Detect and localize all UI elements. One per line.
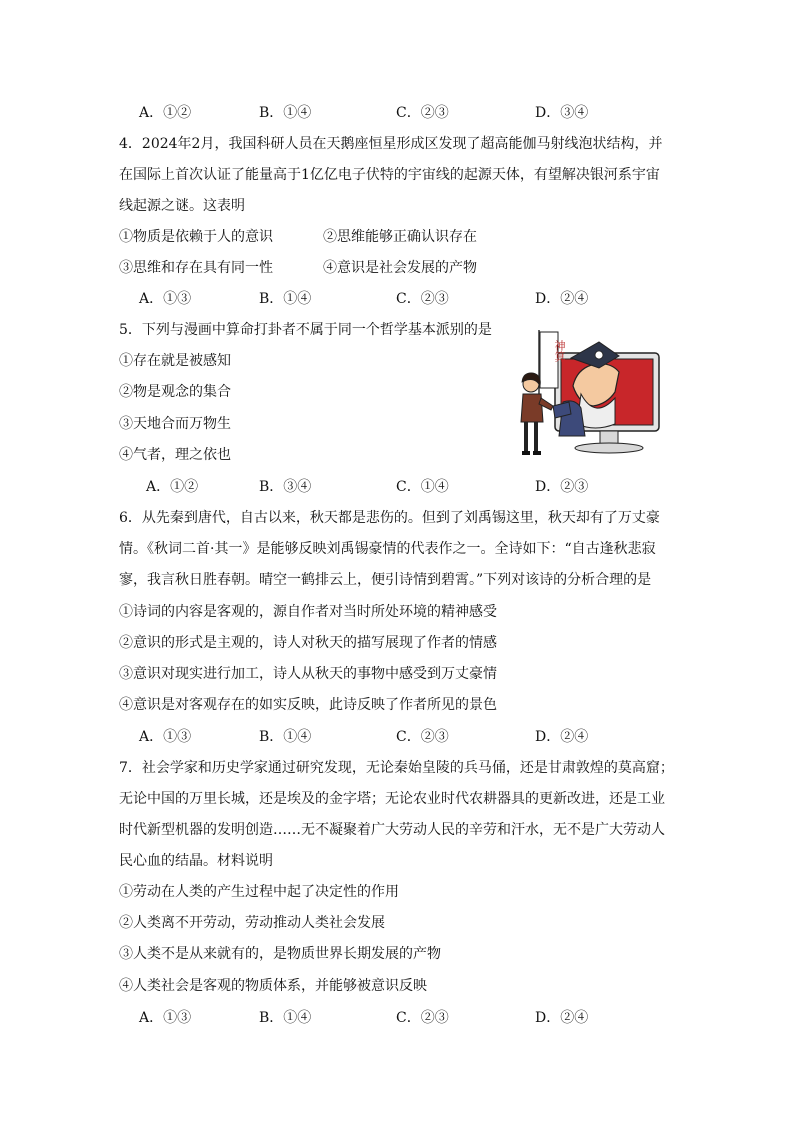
q3-option-c: C．②③ [396, 105, 449, 121]
q4-stem-line: 线起源之谜。这表明 [119, 198, 245, 214]
q7-option-c: C．②③ [396, 1010, 449, 1026]
q3-option-d: D．③④ [535, 105, 589, 121]
q7-option-b: B．①④ [259, 1010, 312, 1026]
q6-option-a: A．①③ [139, 729, 192, 745]
q7-options [0, 1008, 794, 1028]
q7-stem-line: 时代新型机器的发明创造……无不凝聚着广大劳动人民的辛劳和汗水，无不是广大劳动人 [119, 822, 665, 838]
q3-option-b: B．①④ [259, 105, 312, 121]
q7-statement-4: ④人类社会是客观的物质体系，并能够被意识反映 [119, 978, 427, 994]
q7-option-a: A．①③ [139, 1010, 192, 1026]
q5-option-d: D．②③ [535, 479, 589, 495]
q4-statement-3: ③思维和存在具有同一性 [119, 260, 273, 276]
q5-statement-4: ④气者，理之依也 [119, 447, 231, 463]
q7-statement-2: ②人类离不开劳动，劳动推动人类社会发展 [119, 915, 385, 931]
q5-statement-3: ③天地合而万物生 [119, 416, 231, 432]
q4-statement-1: ①物质是依赖于人的意识 [119, 229, 273, 245]
q6-stem-line: 寥，我言秋日胜春朝。晴空一鹤排云上，便引诗情到碧霄。”下列对该诗的分析合理的是 [119, 572, 652, 588]
q4-option-c: C．②③ [396, 291, 449, 307]
q7-option-d: D．②④ [535, 1010, 589, 1026]
q6-statement-1: ①诗词的内容是客观的，源自作者对当时所处环境的精神感受 [119, 604, 497, 620]
q5-option-b: B．③④ [259, 479, 312, 495]
q4-statement-4: ④意识是社会发展的产物 [323, 260, 477, 276]
q7-statement-1: ①劳动在人类的产生过程中起了决定性的作用 [119, 884, 399, 900]
q5-option-a: A．①② [146, 479, 199, 495]
q3-option-a: A．①② [139, 105, 192, 121]
q6-option-c: C．②③ [396, 729, 449, 745]
q5-stem: 5．下列与漫画中算命打卦者不属于同一个哲学基本派别的是 [119, 322, 492, 338]
q4-statement-2: ②思维能够正确认识存在 [323, 229, 477, 245]
q4-option-a: A．①③ [139, 291, 192, 307]
q3-options [0, 103, 794, 123]
q5-statement-2: ②物是观念的集合 [119, 384, 231, 400]
q7-statement-3: ③人类不是从来就有的，是物质世界长期发展的产物 [119, 946, 441, 962]
q4-stem-line: 4．2024年2月，我国科研人员在天鹅座恒星形成区发现了超高能伽马射线泡状结构，并 [119, 136, 663, 152]
banner-text: 神算 [544, 340, 566, 353]
q4-stem-line: 在国际上首次认证了能量高于1亿亿电子伏特的宇宙线的起源天体，有望解决银河系宇宙 [119, 167, 660, 183]
q4-option-b: B．①④ [259, 291, 312, 307]
q5-options [0, 477, 794, 497]
screen-text: 在线算命 [641, 372, 681, 383]
q6-option-b: B．①④ [259, 729, 312, 745]
q6-option-d: D．②④ [535, 729, 589, 745]
q6-stem-line: 情。《秋词二首·其一》是能够反映刘禹锡豪情的代表作之一。全诗如下：“自古逢秋悲寂 [119, 541, 656, 557]
q6-options [0, 727, 794, 747]
q4-options [0, 289, 794, 309]
q5-option-c: C．①④ [396, 479, 449, 495]
fortune-teller-cartoon [515, 328, 681, 463]
q6-statement-3: ③意识对现实进行加工，诗人从秋天的事物中感受到万丈豪情 [119, 666, 497, 682]
q4-option-d: D．②④ [535, 291, 589, 307]
q5-statement-1: ①存在就是被感知 [119, 353, 231, 369]
q7-stem-line: 无论中国的万里长城，还是埃及的金字塔；无论农业时代农耕器具的更新改进，还是工业 [119, 791, 665, 807]
q6-stem-line: 6．从先秦到唐代，自古以来，秋天都是悲伤的。但到了刘禹锡这里，秋天却有了万丈豪 [119, 510, 660, 526]
q7-stem-line: 7．社会学家和历史学家通过研究发现，无论秦始皇陵的兵马俑，还是甘肃敦煌的莫高窟； [119, 760, 674, 776]
q7-stem-line: 民心血的结晶。材料说明 [119, 853, 273, 869]
q6-statement-2: ②意识的形式是主观的，诗人对秋天的描写展现了作者的情感 [119, 635, 497, 651]
q6-statement-4: ④意识是对客观存在的如实反映，此诗反映了作者所见的景色 [119, 697, 497, 713]
